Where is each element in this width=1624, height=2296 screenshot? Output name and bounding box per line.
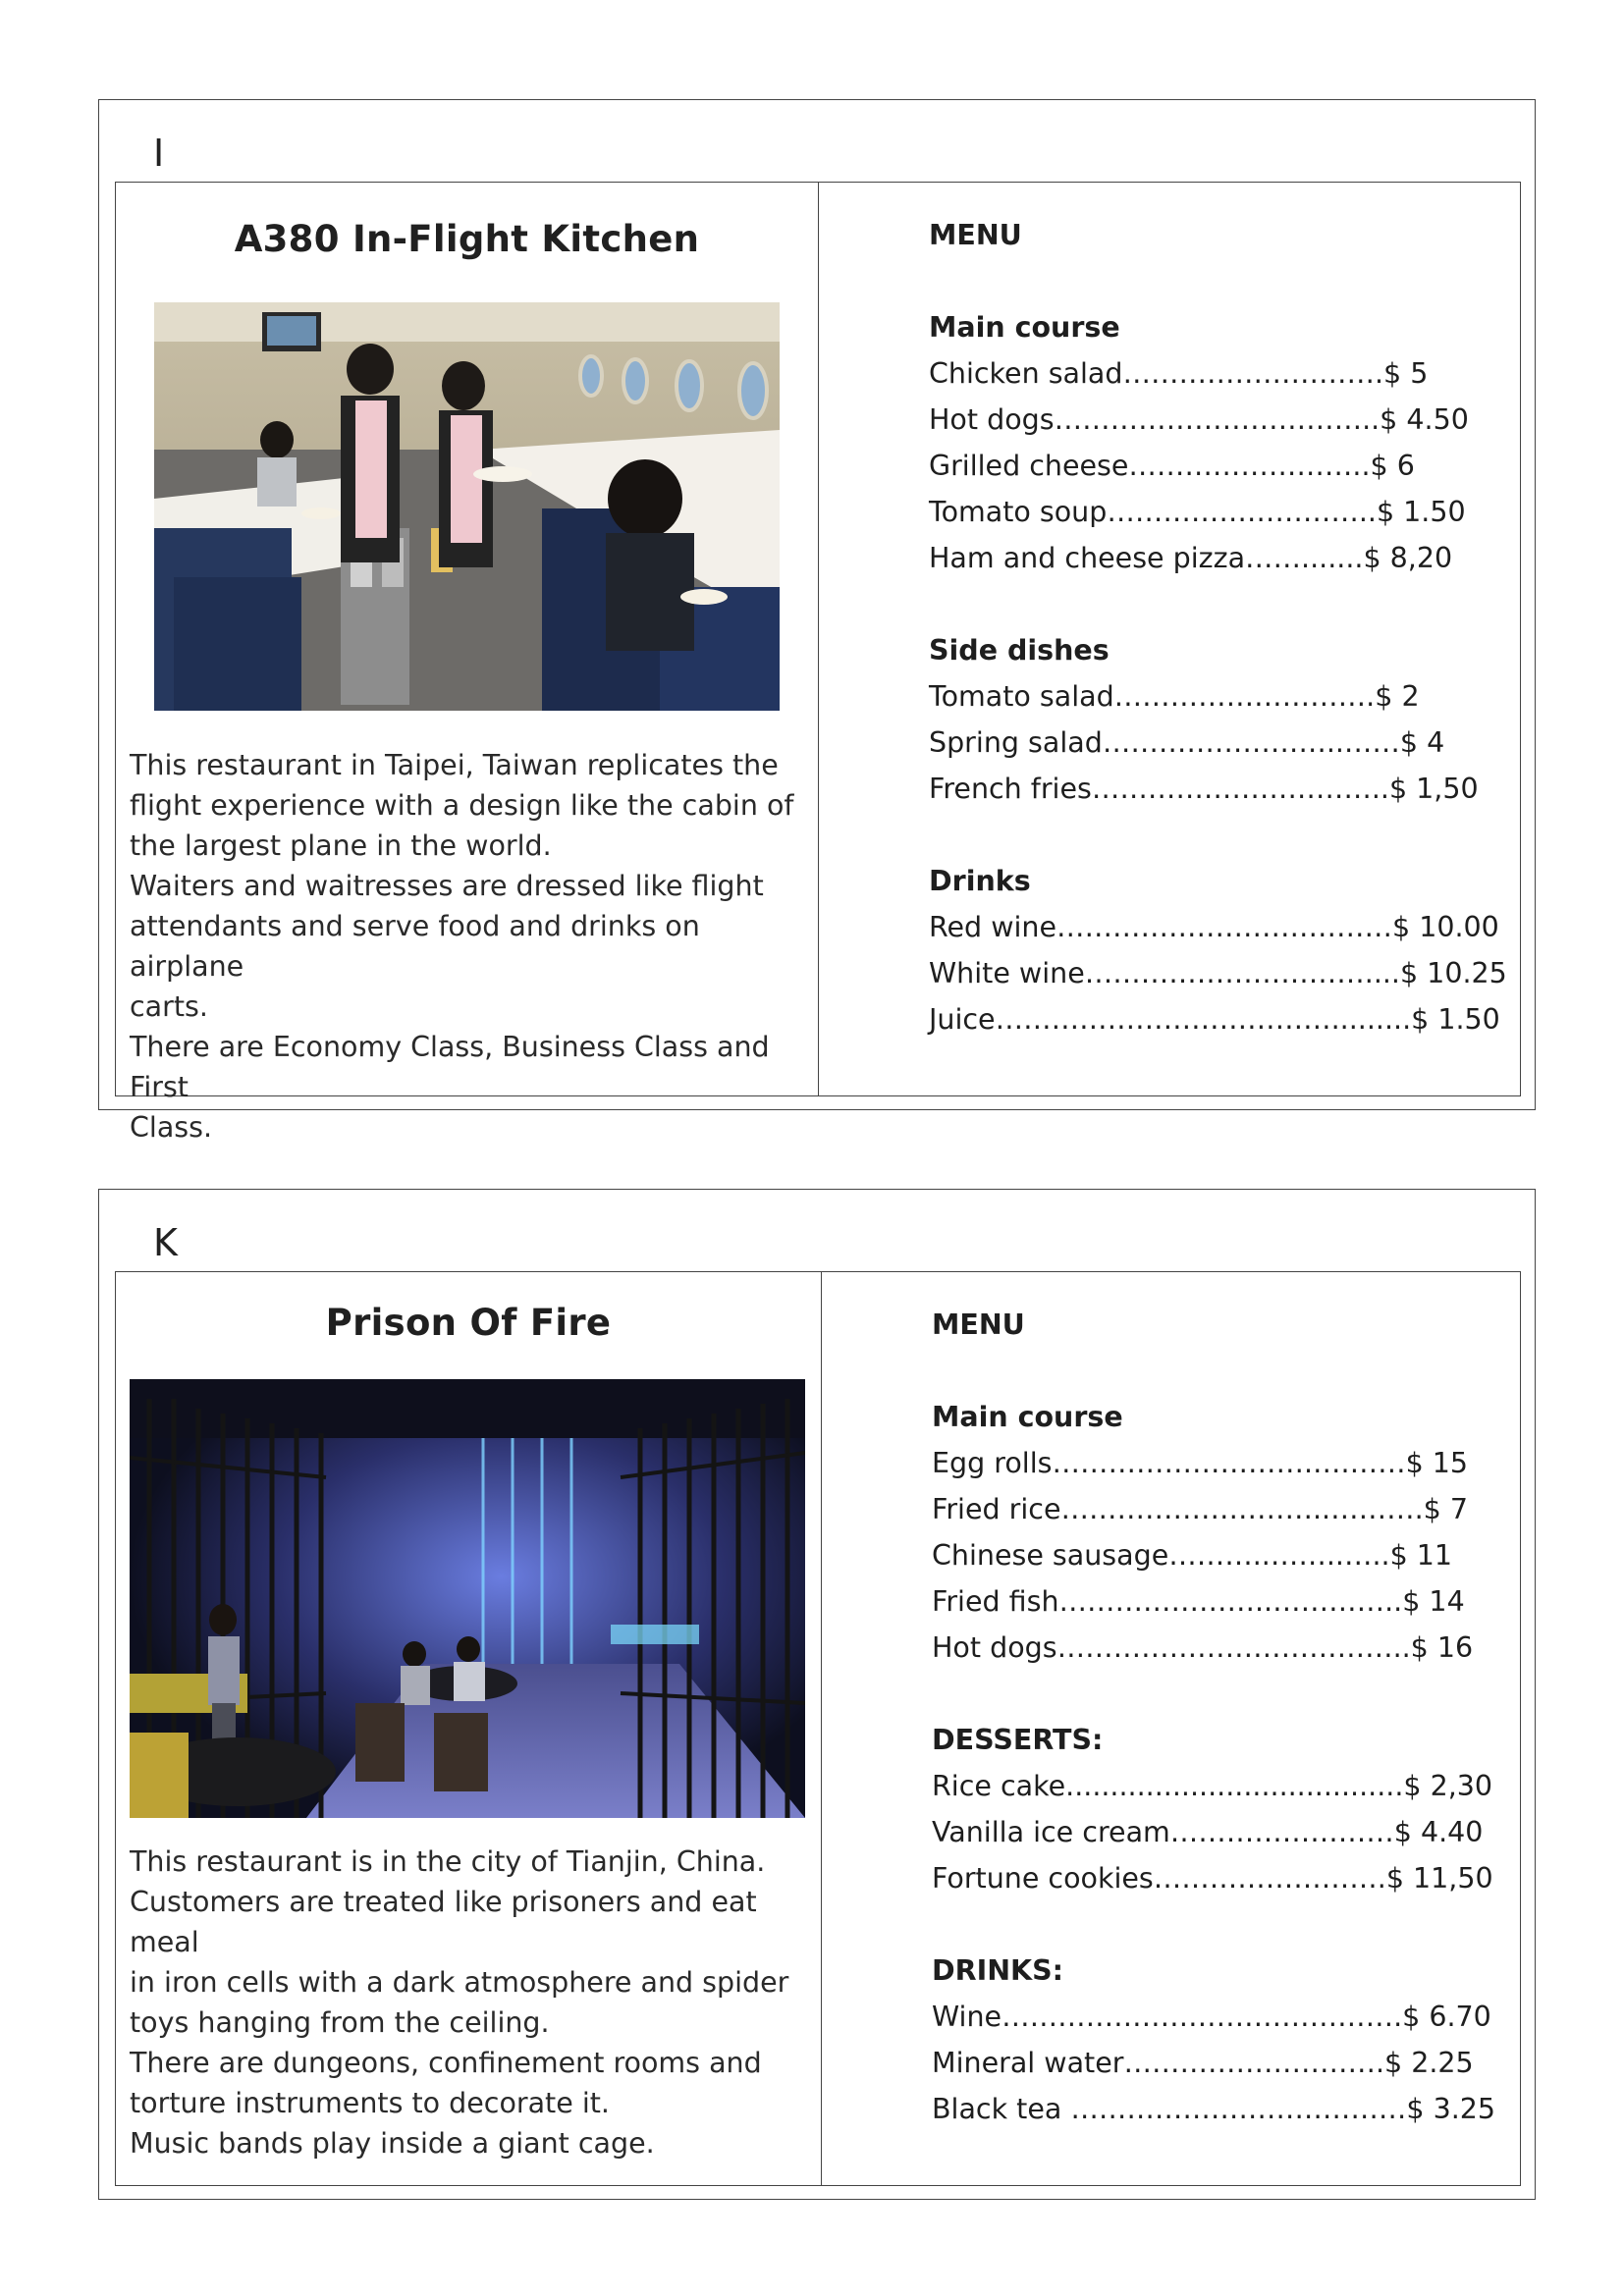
menu-item: Tomato soup………………………..$ 1.50 bbox=[929, 496, 1466, 528]
restaurant-photo bbox=[154, 302, 780, 711]
menu-item: Ham and cheese pizza…….......$ 8,20 bbox=[929, 542, 1453, 574]
menu-item: Chicken salad……………………….$ 5 bbox=[929, 357, 1429, 390]
description-line: This restaurant in Taipei, Taiwan replicates the bbox=[130, 749, 779, 781]
menu-item: Grilled cheese……………………..$ 6 bbox=[929, 450, 1415, 482]
menu bbox=[932, 1302, 1495, 2132]
menu-item: Fried fish…………………..…………..$ 14 bbox=[932, 1585, 1465, 1618]
menu-section-title: Drinks bbox=[929, 865, 1031, 897]
description-line: Class. bbox=[130, 1111, 213, 1144]
description-line: Music bands play inside a giant cage. bbox=[130, 2127, 655, 2160]
card-content-box bbox=[115, 1271, 1521, 2186]
description-line: Customers are treated like prisoners and eat meal bbox=[130, 1886, 757, 1958]
menu-item: Rice cake......................................$ 2,30 bbox=[932, 1770, 1493, 1802]
menu-section-title: DRINKS: bbox=[932, 1954, 1064, 1987]
card-letter: K bbox=[153, 1221, 178, 1264]
menu-item: Fortune cookies…………………….$ 11,50 bbox=[932, 1862, 1493, 1895]
description-line: carts. bbox=[130, 990, 208, 1023]
menu-item: Fried rice………………………..……….$ 7 bbox=[932, 1493, 1468, 1525]
menu-item: Spring salad……………………..……$ 4 bbox=[929, 726, 1445, 759]
menu-item: French fries…………………………..$ 1,50 bbox=[929, 773, 1479, 805]
card-letter: I bbox=[153, 132, 165, 175]
menu-item: Tomato salad……………………….$ 2 bbox=[929, 680, 1420, 713]
restaurant-card-i bbox=[98, 99, 1536, 1144]
menu-section-title: Side dishes bbox=[929, 634, 1110, 667]
card-content-box bbox=[115, 182, 1521, 1144]
menu-item: Chinese sausage………..……..…..$ 11 bbox=[932, 1539, 1453, 1572]
menu-item: Wine…………………………………….$ 6.70 bbox=[932, 2001, 1491, 2033]
menu-heading: MENU bbox=[929, 219, 1022, 251]
description-line: This restaurant is in the city of Tianjin, China. bbox=[130, 1845, 766, 1878]
description-line: toys hanging from the ceiling. bbox=[130, 2006, 550, 2039]
column-divider bbox=[818, 183, 819, 1095]
description-line: Waiters and waitresses are dressed like flight bbox=[130, 870, 764, 902]
menu-item: Hot dogs……………………………..$ 4.50 bbox=[929, 403, 1469, 436]
menu-section-title: DESSERTS: bbox=[932, 1724, 1104, 1756]
restaurant-photo bbox=[130, 1379, 805, 1818]
column-divider bbox=[821, 1272, 822, 2185]
menu-item: White wine…………………………....$ 10.25 bbox=[929, 957, 1507, 989]
restaurant-title: Prison Of Fire bbox=[325, 1302, 612, 1344]
menu-heading: MENU bbox=[932, 1308, 1025, 1341]
restaurant-description bbox=[130, 1842, 817, 2163]
description-line: There are dungeons, confinement rooms and bbox=[130, 2047, 762, 2079]
restaurant-card-k bbox=[98, 1189, 1536, 2200]
menu bbox=[929, 212, 1507, 1042]
description-line: There are Economy Class, Business Class and First bbox=[130, 1031, 770, 1103]
restaurant-title: A380 In-Flight Kitchen bbox=[234, 218, 700, 260]
description-line: in iron cells with a dark atmosphere and spider bbox=[130, 1966, 789, 1999]
restaurant-description bbox=[130, 745, 807, 1148]
description-line: the largest plane in the world. bbox=[130, 829, 552, 862]
menu-item: Mineral water……………………….$ 2.25 bbox=[932, 2047, 1474, 2079]
description-line: attendants and serve food and drinks on airplane bbox=[130, 910, 700, 983]
menu-item: Red wine………………………………$ 10.00 bbox=[929, 911, 1499, 943]
description-line: torture instruments to decorate it. bbox=[130, 2087, 610, 2119]
description-line: flight experience with a design like the cabin of bbox=[130, 789, 794, 822]
menu-section-title: Main course bbox=[929, 311, 1120, 344]
menu-item: Hot dogs………………………………..$ 16 bbox=[932, 1631, 1474, 1664]
menu-section-title: Main course bbox=[932, 1401, 1123, 1433]
menu-item: Egg rolls……………………….….……$ 15 bbox=[932, 1447, 1469, 1479]
menu-item: Vanilla ice cream……………………$ 4.40 bbox=[932, 1816, 1484, 1848]
menu-item: Juice……………………………….........$ 1.50 bbox=[929, 1003, 1500, 1036]
menu-item: Black tea ………………………………$ 3.25 bbox=[932, 2093, 1496, 2125]
